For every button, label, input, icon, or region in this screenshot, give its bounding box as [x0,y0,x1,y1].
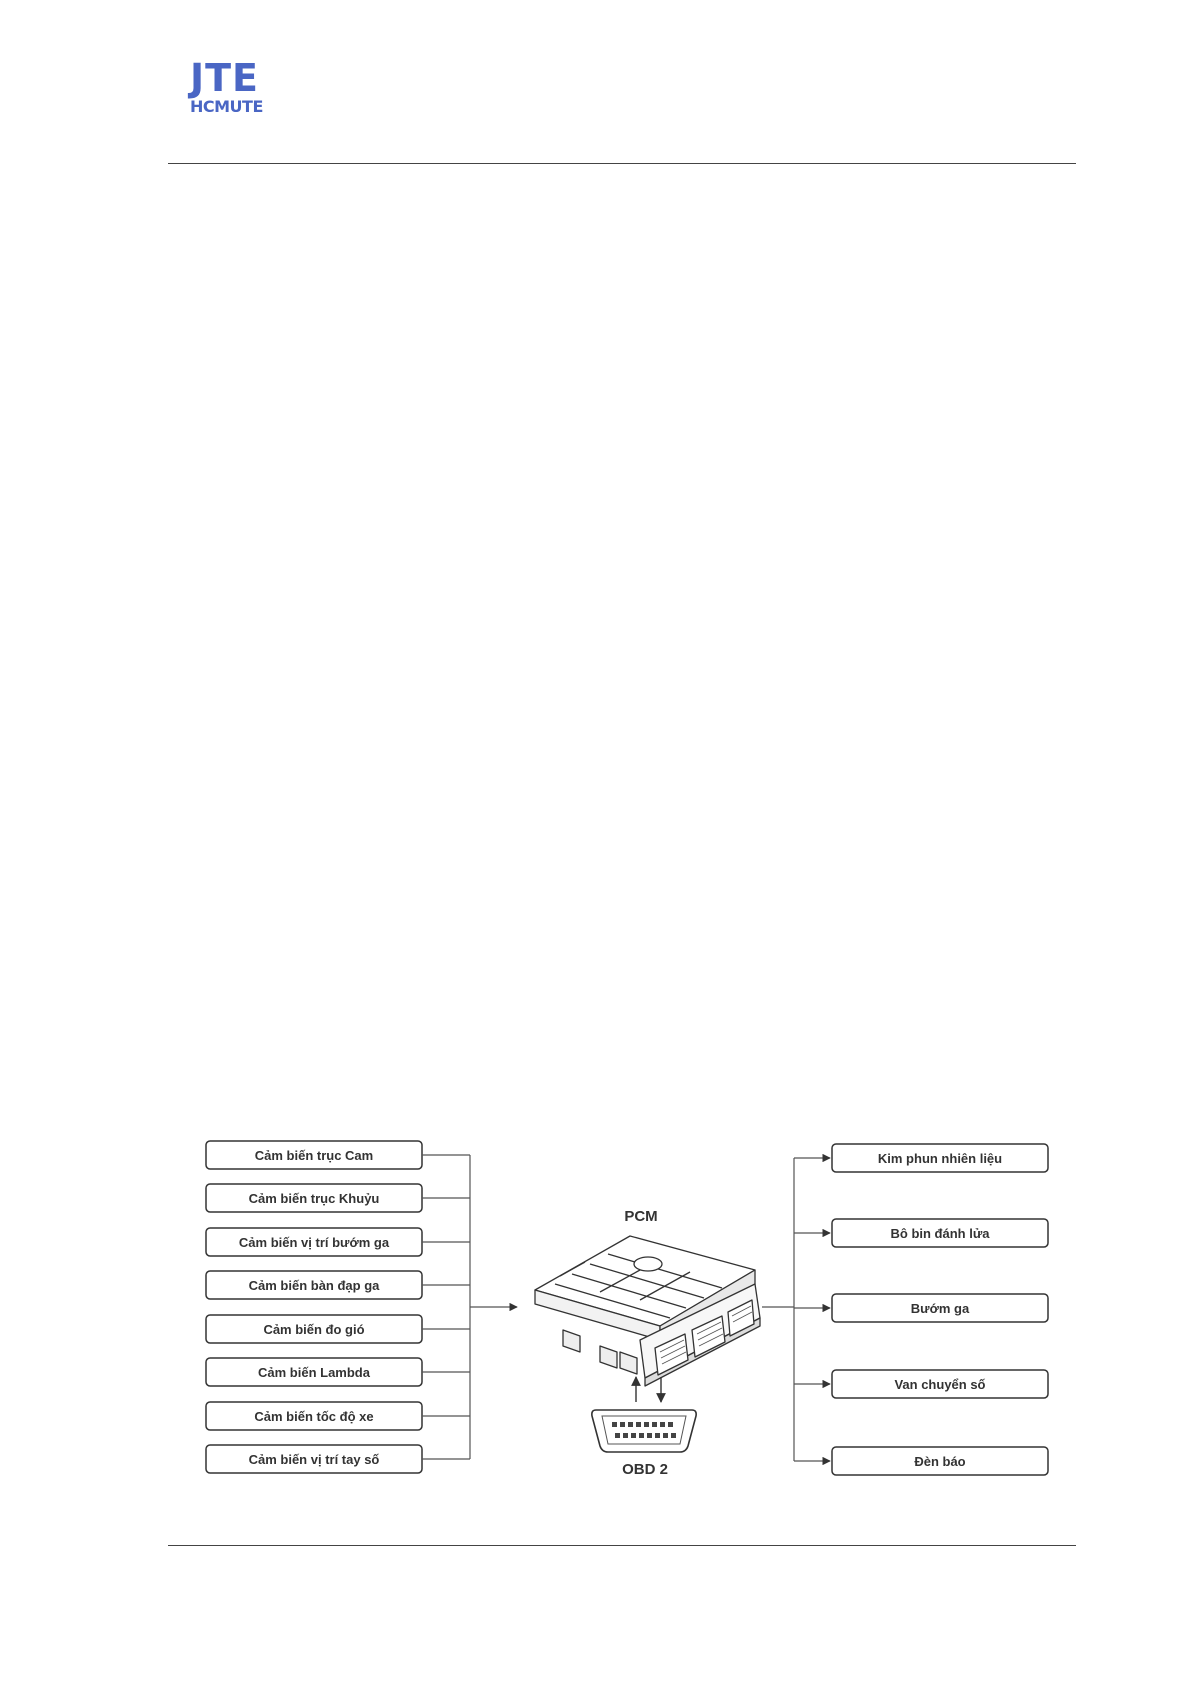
footer-divider [168,1545,1076,1546]
input-box [206,1228,422,1256]
pcm-label: PCM [624,1208,658,1225]
logo-main-text: JTE [190,56,260,100]
input-label: Cảm biến vị trí bướm ga [238,1235,390,1250]
input-label: Cảm biến bàn đạp ga [248,1278,380,1293]
input-connectors [422,1155,517,1459]
input-box [206,1445,422,1473]
output-label: Đèn báo [914,1454,966,1469]
input-box [206,1402,422,1430]
pcm-unit-icon [535,1236,760,1386]
obd2-label: OBD 2 [622,1461,668,1478]
input-box [206,1271,422,1299]
output-box [832,1219,1048,1247]
input-box [206,1184,422,1212]
input-label: Cảm biến trục Khuỷu [248,1191,380,1206]
output-box [832,1370,1048,1398]
output-label: Kim phun nhiên liệu [877,1151,1003,1166]
output-box [832,1447,1048,1475]
input-box [206,1141,422,1169]
input-sensors [206,1141,422,1473]
output-box [832,1144,1048,1172]
input-box [206,1315,422,1343]
output-label: Van chuyển số [894,1377,986,1392]
output-label: Bướm ga [910,1301,970,1316]
input-label: Cảm biến vị trí tay số [248,1452,380,1467]
logo-sub-text: HCMUTE [190,97,263,116]
input-box [206,1358,422,1386]
output-actuators [832,1144,1048,1475]
output-connectors [762,1158,830,1461]
input-label: Cảm biến trục Cam [254,1148,374,1163]
output-box [832,1294,1048,1322]
obd2-connector-icon [592,1410,696,1452]
input-label: Cảm biến đo gió [263,1322,365,1337]
input-label: Cảm biến Lambda [258,1365,370,1380]
output-label: Bô bin đánh lửa [890,1226,990,1241]
input-label: Cảm biến tốc độ xe [254,1409,374,1424]
